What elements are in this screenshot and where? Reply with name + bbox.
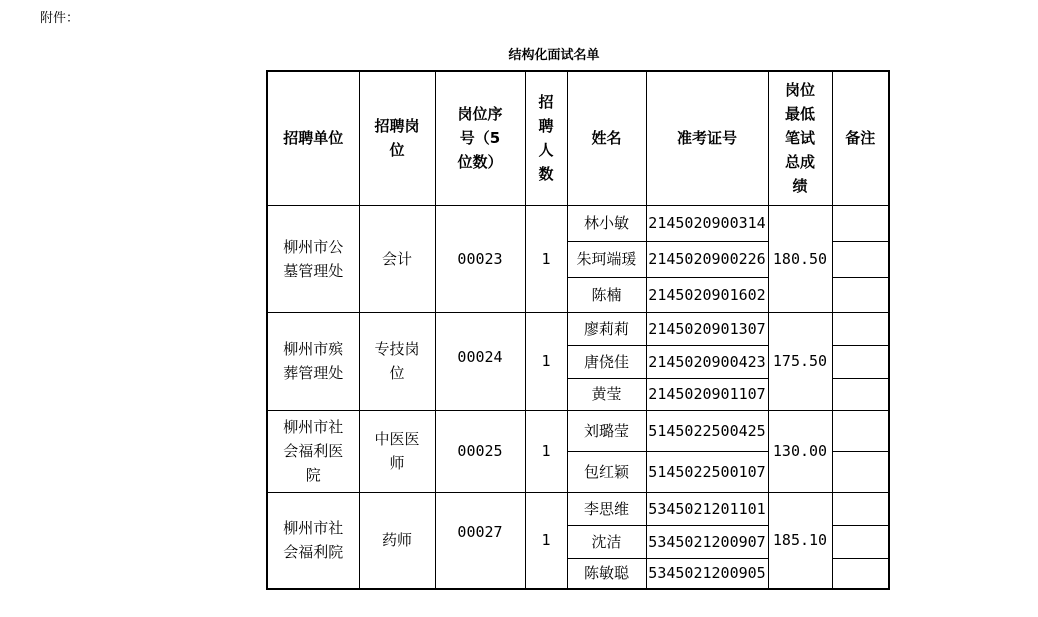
header-post-no-label: 岗位序号（5位数） [457,105,503,172]
recruit-count-cell: 1 [525,312,567,410]
remark-cell [832,525,889,558]
ticket-no-cell: 5345021200905 [646,558,768,589]
header-remark-label: 备注 [845,129,876,148]
name-cell: 朱珂端瑗 [567,241,646,277]
recruit-count-cell: 1 [525,205,567,312]
header-unit-label: 招聘单位 [283,129,344,148]
header-name-label: 姓名 [591,129,622,148]
remark-cell [832,241,889,277]
ticket-no-cell: 5145022500107 [646,451,768,492]
unit-cell-text: 柳州市社会福利医院 [283,418,344,484]
header-post-label: 招聘岗位 [374,117,420,160]
name-cell: 刘璐莹 [567,410,646,451]
header-name [567,71,646,205]
attachment-label: 附件： [40,11,80,26]
post-no-cell: 00024 [435,312,525,410]
ticket-no-cell: 2145020900423 [646,345,768,378]
recruit-count-cell: 1 [525,410,567,492]
post-cell [359,312,435,410]
interview-roster-table [266,70,890,590]
remark-cell [832,492,889,525]
min-score-cell: 180.50 [768,205,832,312]
table-header [267,71,889,205]
min-score-cell: 130.00 [768,410,832,492]
ticket-no-cell: 2145020900314 [646,205,768,241]
remark-cell [832,451,889,492]
min-score-cell: 185.10 [768,492,832,589]
name-cell: 唐侥佳 [567,345,646,378]
header-remark [832,71,889,205]
unit-cell [267,205,359,312]
min-score-cell: 175.50 [768,312,832,410]
post-cell-text: 会计 [381,249,412,268]
header-min-score [768,71,832,205]
unit-cell-text: 柳州市殡葬管理处 [283,340,344,382]
table-row [267,312,889,345]
remark-cell [832,205,889,241]
post-cell-text: 中医医师 [374,430,420,472]
remark-cell [832,410,889,451]
ticket-no-cell: 2145020901107 [646,378,768,410]
header-min-score-label: 岗位最低笔试总成绩 [784,81,815,196]
ticket-no-cell: 5345021200907 [646,525,768,558]
table-row [267,410,889,451]
header-recruit-count-label: 招聘人数 [538,93,554,184]
unit-cell-text: 柳州市社会福利院 [283,519,344,562]
post-cell-text: 药师 [381,531,412,550]
unit-cell-text: 柳州市公墓管理处 [283,237,344,280]
header-recruit-count [525,71,567,205]
remark-cell [832,312,889,345]
header-post-no [435,71,525,205]
post-cell [359,492,435,589]
header-unit [267,71,359,205]
remark-cell [832,345,889,378]
name-cell: 廖莉莉 [567,312,646,345]
post-cell [359,205,435,312]
name-cell: 陈楠 [567,277,646,312]
remark-cell [832,378,889,410]
post-cell [359,410,435,492]
unit-cell [267,410,359,492]
post-no-cell: 00023 [435,205,525,312]
post-cell-text: 专技岗位 [374,340,420,382]
name-cell: 李思维 [567,492,646,525]
ticket-no-cell: 5145022500425 [646,410,768,451]
header-post [359,71,435,205]
recruit-count-cell: 1 [525,492,567,589]
unit-cell [267,492,359,589]
ticket-no-cell: 2145020901602 [646,277,768,312]
ticket-no-cell: 2145020901307 [646,312,768,345]
name-cell: 林小敏 [567,205,646,241]
ticket-no-cell: 5345021201101 [646,492,768,525]
unit-cell [267,312,359,410]
table-body [267,205,889,589]
name-cell: 陈敏聪 [567,558,646,589]
header-ticket-no [646,71,768,205]
post-no-cell: 00027 [435,492,525,589]
ticket-no-cell: 2145020900226 [646,241,768,277]
table-row [267,205,889,241]
name-cell: 沈洁 [567,525,646,558]
name-cell: 黄莹 [567,378,646,410]
post-no-cell: 00025 [435,410,525,492]
remark-cell [832,558,889,589]
page-title: 结构化面试名单 [508,48,600,63]
header-ticket-no-label: 准考证号 [676,129,737,148]
remark-cell [832,277,889,312]
table-row [267,492,889,525]
name-cell: 包红颖 [567,451,646,492]
